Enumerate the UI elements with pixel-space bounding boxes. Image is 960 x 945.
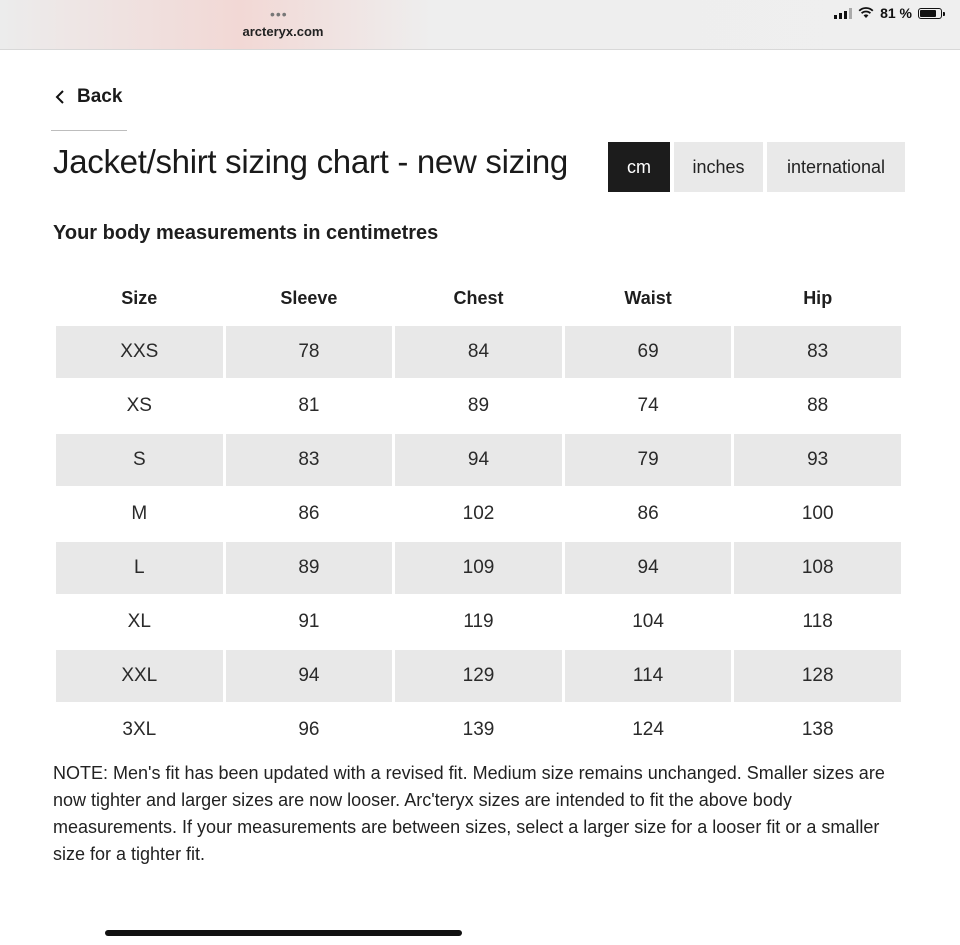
column-header-size: Size [121,287,158,308]
signal-icon [834,8,852,19]
cell-hip: 128 [734,650,901,702]
cell-waist: 104 [632,611,664,632]
fit-note: NOTE: Men's fit has been updated with a revised fit. Medium size remains unchanged. Smaller sizes are now tighter and larger sizes are now looser. Arc'teryx sizes are intended to fit the above body measurements. If your measurements are between sizes, select a larger size for a looser fit or a smaller size for a tighter fit. [53,763,885,864]
tab-menu-dots[interactable]: ••• [270,6,288,22]
battery-fill [920,10,936,17]
browser-top-bar [0,0,960,50]
cell-hip: 88 [807,395,829,416]
column-header-waist: Waist [624,287,672,308]
cell-chest: 102 [462,503,495,524]
unit-international-button[interactable]: international [767,142,905,192]
cell-hip: 100 [801,503,834,524]
cell-sleeve: 78 [226,326,393,378]
home-indicator [105,930,462,936]
cell-waist: 74 [637,395,659,416]
cell-hip: 93 [734,434,901,486]
table-row [56,704,901,756]
chevron-left-icon [55,89,65,105]
page-title: Jacket/shirt sizing chart - new sizing [53,143,568,180]
table-row [56,434,901,486]
cell-sleeve: 81 [298,395,320,416]
column-header-sleeve: Sleeve [280,287,338,308]
cell-chest: 84 [395,326,562,378]
table-row [56,542,901,594]
cell-waist: 69 [565,326,732,378]
unit-toggle [608,142,905,192]
cell-size: 3XL [122,719,157,740]
table-row [56,326,901,378]
address-bar-url[interactable]: arcteryx.com [242,24,324,39]
back-label: Back [77,86,123,107]
divider [51,130,127,131]
table-header-row [56,272,901,324]
back-button[interactable] [55,86,122,108]
status-bar [834,5,942,21]
cell-waist: 94 [565,542,732,594]
cell-hip: 83 [734,326,901,378]
cell-size: XL [127,611,151,632]
cell-sleeve: 83 [226,434,393,486]
table-row [56,650,901,702]
size-chart-table [53,270,904,758]
battery-icon [918,8,942,19]
table-row [56,380,901,432]
cell-sleeve: 89 [226,542,393,594]
column-header-chest: Chest [453,287,504,308]
cell-chest: 119 [463,611,494,632]
cell-hip: 118 [802,611,833,632]
cell-chest: 94 [395,434,562,486]
unit-inches-button[interactable]: inches [674,142,763,192]
cell-hip: 108 [734,542,901,594]
cell-sleeve: 96 [298,719,320,740]
cell-sleeve: 86 [298,503,320,524]
cell-size: XXS [56,326,223,378]
cell-size: L [56,542,223,594]
cell-chest: 129 [395,650,562,702]
cell-size: S [56,434,223,486]
wifi-icon [858,7,874,19]
cell-size: XXL [56,650,223,702]
cell-sleeve: 94 [226,650,393,702]
column-header-hip: Hip [803,287,833,308]
section-subtitle: Your body measurements in centimetres [53,222,439,244]
cell-sleeve: 91 [298,611,320,632]
cell-chest: 139 [462,719,495,740]
cell-size: M [131,503,148,524]
cell-waist: 124 [632,719,664,740]
cell-waist: 114 [565,650,732,702]
cell-chest: 89 [467,395,490,416]
cell-waist: 86 [637,503,659,524]
cell-chest: 109 [395,542,562,594]
table-row [56,488,901,540]
cell-waist: 79 [565,434,732,486]
cell-hip: 138 [801,719,834,740]
unit-cm-button[interactable]: cm [608,142,670,192]
table-row [56,596,901,648]
cell-size: XS [126,395,152,416]
battery-percent: 81 % [880,5,912,21]
